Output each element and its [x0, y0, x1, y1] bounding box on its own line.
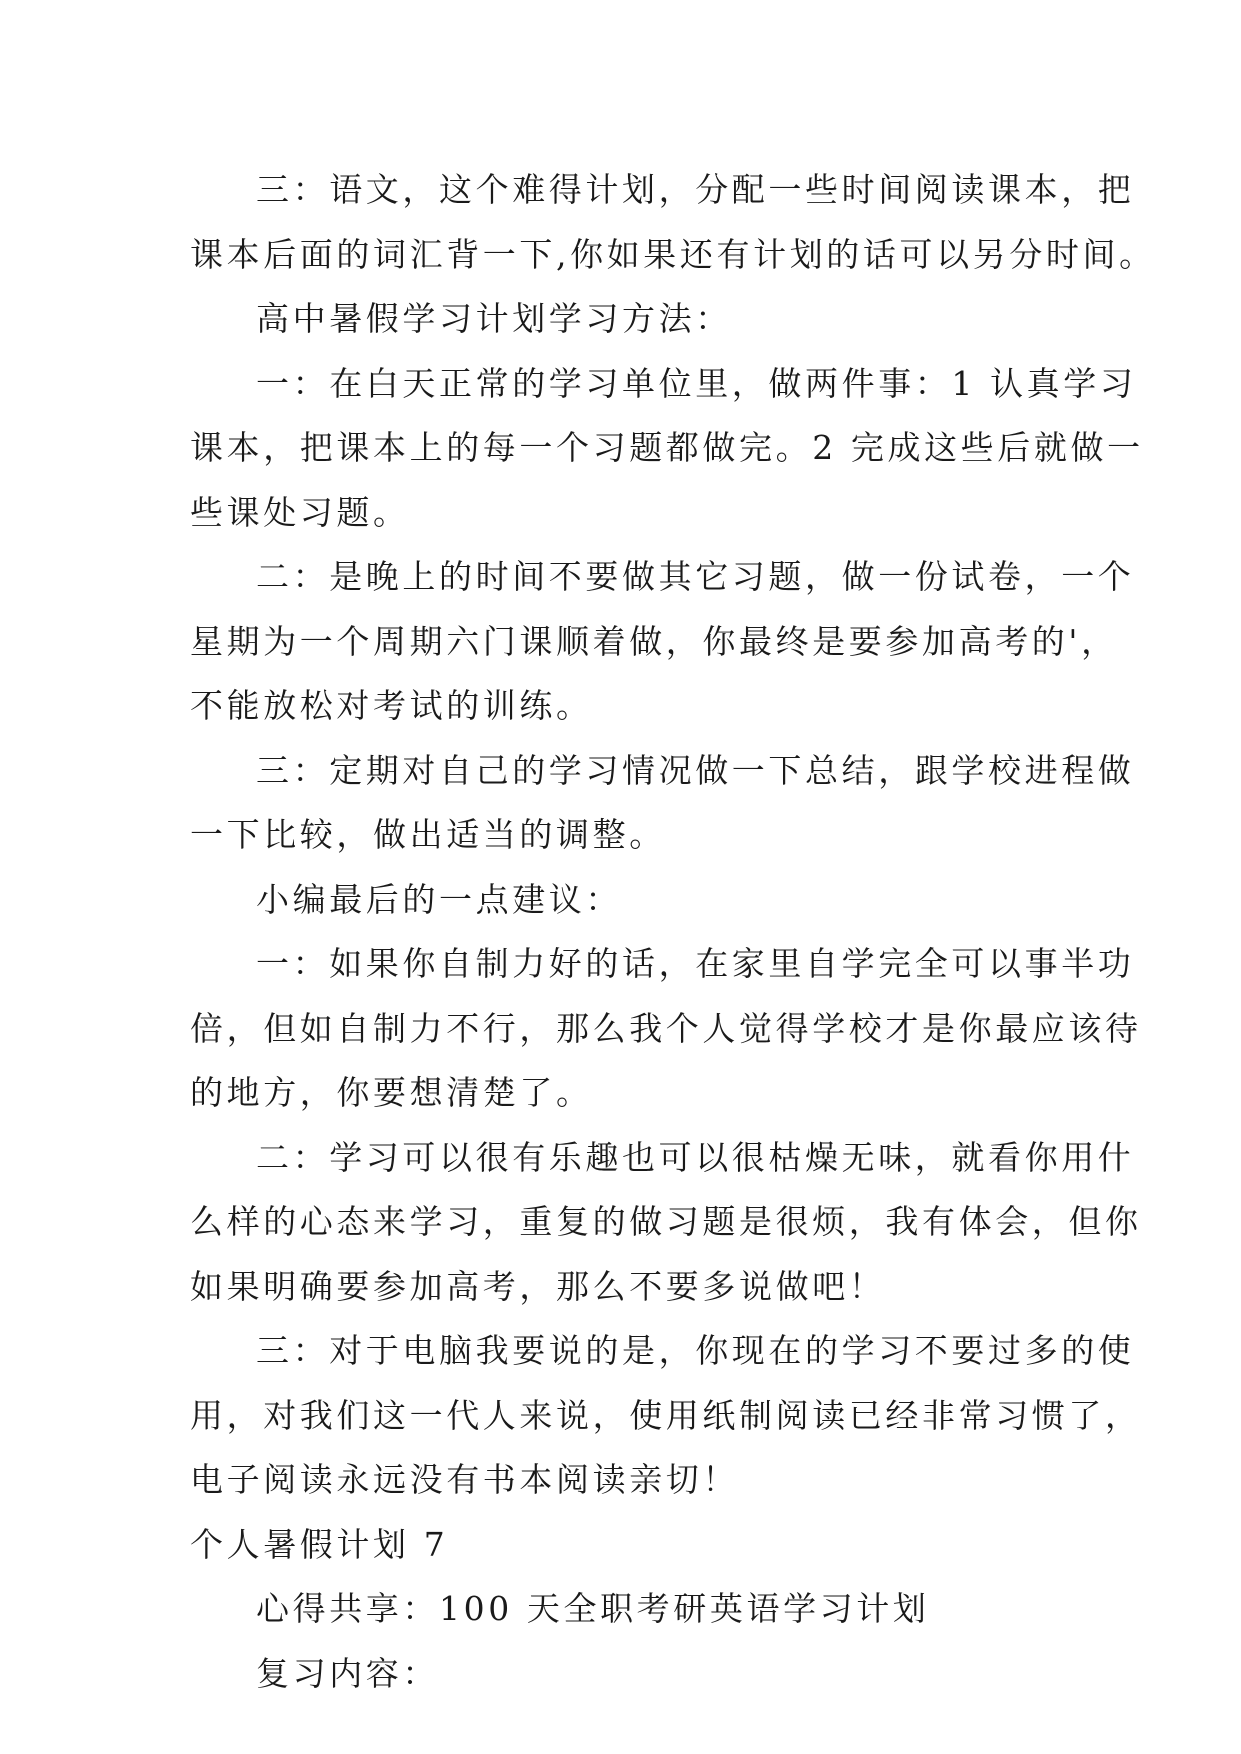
paragraph-line: 复习内容：: [256, 1653, 439, 1693]
paragraph-line: 么样的心态来学习，重复的做习题是很烦，我有体会，但你: [190, 1202, 1142, 1241]
paragraph-line: 三：定期对自己的学习情况做一下总结，跟学校进程做: [256, 750, 1135, 790]
paragraph-line: 一：在白天正常的学习单位里，做两件事：1 认真学习: [256, 363, 1137, 403]
paragraph-line: 些课处习题。: [190, 492, 410, 532]
document-body: [190, 158, 1156, 1706]
paragraph-line: 课本后面的词汇背一下,你如果还有计划的话可以另分时间。: [190, 234, 1156, 274]
paragraph-line: 不能放松对考试的训练。: [190, 686, 593, 725]
paragraph-line: 心得共享：100 天全职考研英语学习计划: [256, 1589, 930, 1628]
paragraph-line: 的地方，你要想清楚了。: [190, 1073, 593, 1112]
paragraph-line: 三：对于电脑我要说的是，你现在的学习不要过多的使: [256, 1331, 1135, 1370]
paragraph-line: 二：是晚上的时间不要做其它习题，做一份试卷，一个: [256, 557, 1135, 596]
paragraph-line: 三：语文，这个难得计划，分配一些时间阅读课本，把: [256, 170, 1135, 209]
paragraph-line: 用，对我们这一代人来说，使用纸制阅读已经非常习惯了，: [190, 1395, 1142, 1435]
paragraph-line: 一下比较，做出适当的调整。: [190, 815, 666, 854]
paragraph-line: 小编最后的一点建议：: [256, 879, 622, 919]
paragraph-line: 高中暑假学习计划学习方法：: [256, 299, 732, 338]
paragraph-line: 个人暑假计划 7: [190, 1524, 449, 1564]
paragraph-line: 电子阅读永远没有书本阅读亲切！: [190, 1460, 739, 1499]
paragraph-line: 课本，把课本上的每一个习题都做完。2 完成这些后就做一: [190, 428, 1144, 467]
paragraph-line: 一：如果你自制力好的话，在家里自学完全可以事半功: [256, 944, 1135, 983]
paragraph-line: 二：学习可以很有乐趣也可以很枯燥无味，就看你用什: [256, 1137, 1135, 1177]
paragraph-line: 倍，但如自制力不行，那么我个人觉得学校才是你最应该待: [190, 1008, 1142, 1048]
paragraph-line: 星期为一个周期六门课顺着做，你最终是要参加高考的'，: [190, 621, 1118, 661]
paragraph-line: 如果明确要参加高考，那么不要多说做吧！: [190, 1266, 886, 1306]
